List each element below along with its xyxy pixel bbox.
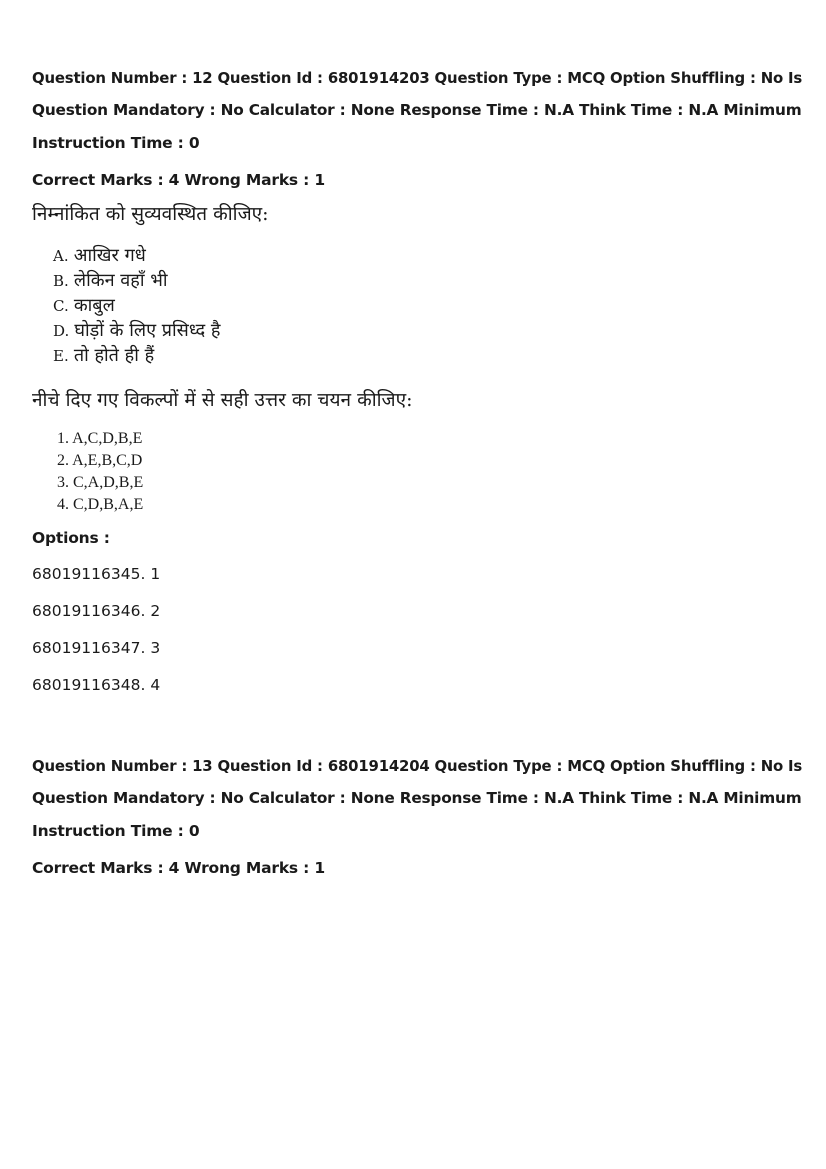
q12-prompt: निम्नांकित को सुव्यवस्थित कीजिए: — [32, 203, 269, 225]
q12-item-text: लेकिन वहाँ भी — [73, 270, 168, 291]
q12-meta-line-1: Question Number : 12 Question Id : 6801914203 Question Type : MCQ Option Shuffling : No Is — [32, 69, 803, 87]
q13-meta-line-1: Question Number : 13 Question Id : 6801914204 Question Type : MCQ Option Shuffling : No Is — [32, 757, 803, 775]
q12-choice-2: 2. A,E,B,C,D — [57, 452, 143, 469]
q12-option-3: 68019116347. 3 — [32, 639, 161, 657]
q13-marks: Correct Marks : 4 Wrong Marks : 1 — [32, 859, 325, 877]
q12-item-label: B. — [53, 272, 69, 290]
q12-instruction: नीचे दिए गए विकल्पों में से सही उत्तर का चयन कीजिए: — [32, 389, 413, 411]
q12-item-text: आखिर गधे — [73, 245, 146, 266]
q12-meta-line-3: Instruction Time : 0 — [32, 134, 200, 152]
q12-item-text: तो होते ही हैं — [73, 345, 155, 366]
q13-meta-line-2: Question Mandatory : No Calculator : None Response Time : N.A Think Time : N.A Minimum — [32, 789, 802, 807]
q12-choice-1: 1. A,C,D,B,E — [57, 430, 143, 447]
q12-option-4: 68019116348. 4 — [32, 676, 161, 694]
q12-marks: Correct Marks : 4 Wrong Marks : 1 — [32, 171, 325, 189]
q12-option-1: 68019116345. 1 — [32, 565, 161, 583]
q12-item-label: A. — [53, 247, 69, 265]
q12-item-label: E. — [53, 347, 69, 365]
q12-choice-4: 4. C,D,B,A,E — [57, 496, 144, 513]
q12-item-text: घोड़ों के लिए प्रसिध्द है — [74, 320, 221, 341]
question-13-block — [32, 0, 802, 900]
q13-meta-line-3: Instruction Time : 0 — [32, 822, 200, 840]
q12-meta-line-2: Question Mandatory : No Calculator : None Response Time : N.A Think Time : N.A Minimum — [32, 101, 802, 119]
q12-choice-3: 3. C,A,D,B,E — [57, 474, 144, 491]
q12-item-text: काबुल — [73, 295, 115, 316]
q12-options-heading: Options : — [32, 529, 110, 547]
q12-option-2: 68019116346. 2 — [32, 602, 161, 620]
q12-item-label: C. — [53, 297, 69, 315]
q12-item-label: D. — [53, 322, 70, 340]
